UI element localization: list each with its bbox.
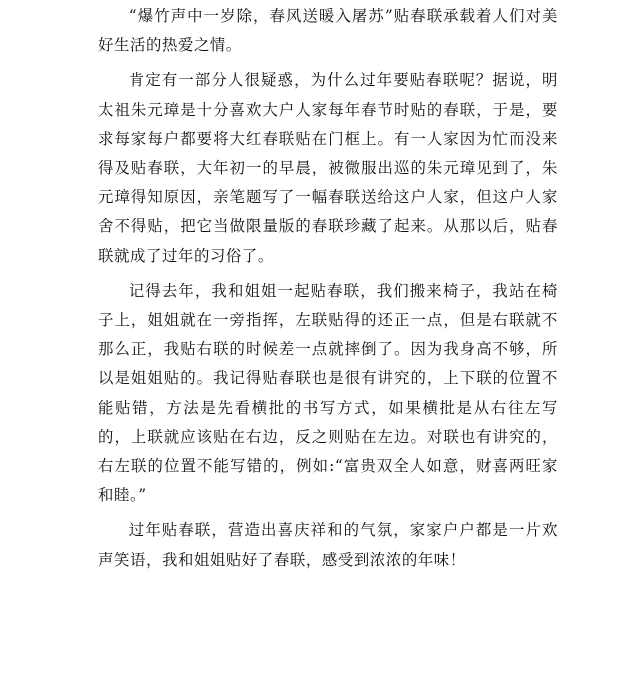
essay-body	[98, 2, 558, 581]
paragraph-conclusion: 过年贴春联，营造出喜庆祥和的气氛，家家户户都是一片欢声笑语，我和姐姐贴好了春联，感受到浓浓的年味！	[98, 521, 558, 569]
paragraph-origin: 肯定有一部分人很疑惑，为什么过年要贴春联呢？据说，明太祖朱元璋是十分喜欢大户人家每年春节时贴的春联，于是，要求每家每户都要将大红春联贴在门框上。有一人家因为忙而没来得及贴春联，大年初一的早晨，被微服出巡的朱元璋见到了，朱元璋得知原因，亲笔题写了一幅春联送给这户人家，但这户人家舍不得贴，把它当做限量版的春联珍藏了起来。从那以后，贴春联就成了过年的习俗了。	[98, 71, 558, 265]
paragraph-intro: “爆竹声中一岁除，春风送暖入屠苏”贴春联承载着人们对美好生活的热爱之情。	[98, 7, 558, 55]
paragraph-memory: 记得去年，我和姐姐一起贴春联，我们搬来椅子，我站在椅子上，姐姐就在一旁指挥，左联贴得的还正一点，但是右联就不那么正，我贴右联的时候差一点就摔倒了。因为我身高不够，所以是姐姐贴的。我记得贴春联也是很有讲究的，上下联的位置不能贴错，方法是先看横批的书写方式，如果横批是从右往左写的，上联就应该贴在右边，反之则贴在左边。对联也有讲究的，右左联的位置不能写错的，例如:“富贵双全人如意，财喜两旺家和睦。”	[98, 281, 558, 505]
